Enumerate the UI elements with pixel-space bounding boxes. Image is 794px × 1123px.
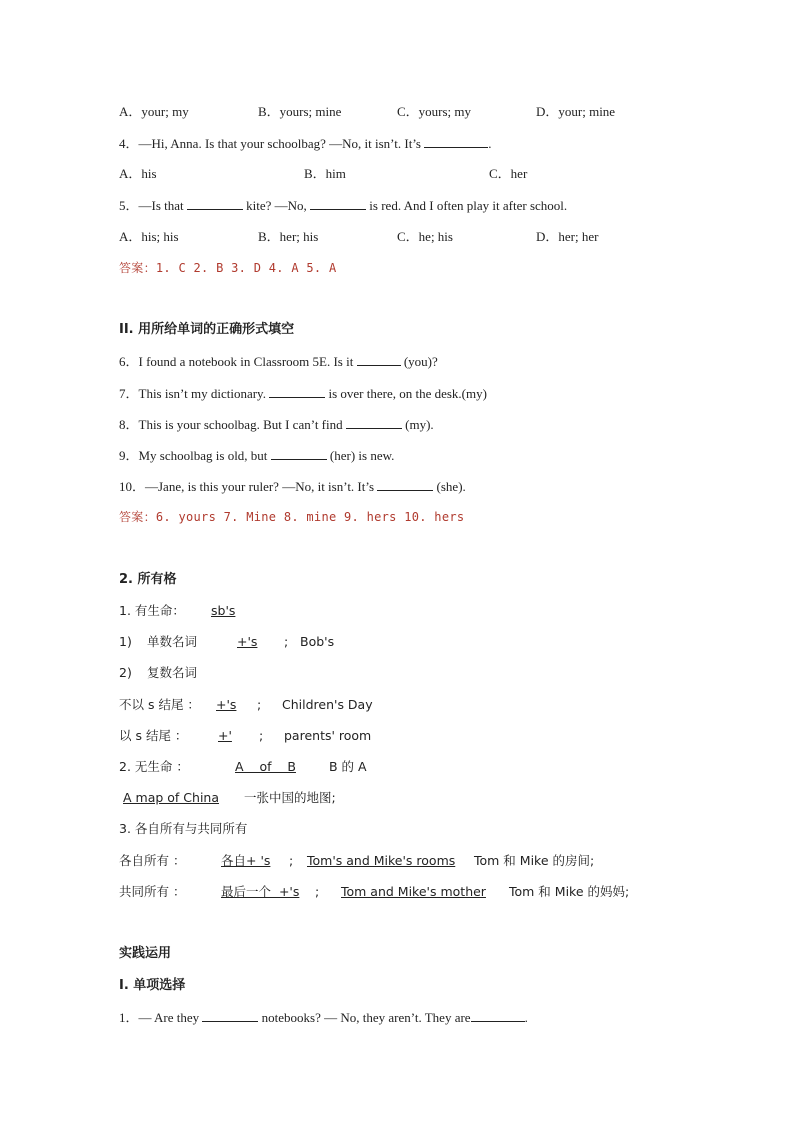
inanimate-example-value: A map of China xyxy=(123,790,219,805)
singular-value: +'s xyxy=(237,634,258,649)
q5-text-mid: kite? —No, xyxy=(242,198,311,213)
individual-label: 各自所有 ： xyxy=(119,853,186,868)
not-s-ending-rule xyxy=(119,697,373,713)
pq1-blank-1 xyxy=(202,1009,258,1022)
s-ending-value: +' xyxy=(218,728,232,743)
q7-text: 7．This isn’t my dictionary. xyxy=(119,386,270,401)
inanimate-value: A of B xyxy=(235,759,296,774)
q10-blank xyxy=(377,478,433,491)
question-8 xyxy=(119,416,434,433)
pq1-blank-2 xyxy=(471,1009,525,1022)
q6-end: (you)? xyxy=(400,354,438,369)
singular-num: 1) xyxy=(119,634,132,649)
individual-rule: 各自+ 's xyxy=(221,853,271,868)
q3-option-a: A．your; my xyxy=(119,104,189,119)
joint-meaning: Tom 和 Mike 的妈妈; xyxy=(509,884,630,899)
q4-option-c: C．her xyxy=(489,166,528,181)
q4-text: 4．—Hi, Anna. Is that your schoolbag? —No, it isn’t. It’s xyxy=(119,136,425,151)
q4-option-a: A．his xyxy=(119,166,157,181)
individual-possession-rule xyxy=(119,853,595,869)
joint-example: Tom and Mike's mother xyxy=(341,884,486,899)
not-s-ending-example: Children's Day xyxy=(282,697,373,712)
pq1-text-mid: notebooks? — No, they aren’t. They are xyxy=(258,1010,471,1025)
question-10 xyxy=(119,478,466,495)
q7-end: is over there, on the desk.(my) xyxy=(325,386,487,401)
question-9 xyxy=(119,447,394,464)
question-6 xyxy=(119,353,438,370)
inanimate-label: 2. 无生命 ： xyxy=(119,759,189,774)
q5-option-a: A．his; his xyxy=(119,229,179,244)
q5-blank-2 xyxy=(310,197,366,210)
pq1-end: . xyxy=(524,1010,528,1025)
plural-num: 2) xyxy=(119,665,132,680)
s-ending-rule xyxy=(119,728,372,744)
q4-option-b: B．him xyxy=(304,166,346,181)
answer-key-2: 答案：6. yours 7. Mine 8. mine 9. hers 10. hers xyxy=(119,510,465,524)
individual-joint-title: 3. 各自所有与共同所有 xyxy=(119,821,248,836)
s-ending-example: parents' room xyxy=(284,728,372,743)
q4-blank xyxy=(424,135,488,148)
plural-label: 复数名词 xyxy=(147,665,198,680)
separator: ; xyxy=(315,884,320,899)
q4-end: . xyxy=(488,136,492,151)
inanimate-meaning: B 的 A xyxy=(329,759,367,774)
separator: ; xyxy=(284,634,289,649)
q10-end: (she). xyxy=(433,479,466,494)
individual-example: Tom's and Mike's rooms xyxy=(307,853,456,868)
animate-rule xyxy=(119,603,236,619)
q9-blank xyxy=(271,447,327,460)
section-ii-title: II. 用所给单词的正确形式填空 xyxy=(119,322,295,337)
joint-label: 共同所有 ： xyxy=(119,884,186,899)
singular-example: Bob's xyxy=(300,634,335,649)
q9-end: (her) is new. xyxy=(326,448,395,463)
not-s-ending-label: 不以 s 结尾 ： xyxy=(119,697,200,712)
inanimate-example xyxy=(119,790,336,806)
joint-rule: 最后一个 +'s xyxy=(221,884,300,899)
q3-option-d: D．your; mine xyxy=(536,104,616,119)
q5-option-c: C．he; his xyxy=(397,229,453,244)
practice-question-1 xyxy=(119,1009,528,1026)
question-4 xyxy=(119,135,491,152)
q5-blank-1 xyxy=(187,197,243,210)
practice-title: 实践运用 xyxy=(119,946,172,961)
q6-text: 6．I found a notebook in Classroom 5E. Is it xyxy=(119,354,357,369)
answer-key-1: 答案：1. C 2. B 3. D 4. A 5. A xyxy=(119,261,337,275)
question-7 xyxy=(119,385,487,402)
singular-label: 单数名词 xyxy=(147,634,198,649)
joint-possession-rule xyxy=(119,884,630,900)
inanimate-example-meaning: 一张中国的地图; xyxy=(244,790,336,805)
pq1-text: 1．— Are they xyxy=(119,1010,203,1025)
s-ending-label: 以 s 结尾 ： xyxy=(119,728,188,743)
q5-text-end: is red. And I often play it after school. xyxy=(366,198,568,213)
q6-blank xyxy=(357,353,401,366)
separator: ; xyxy=(289,853,294,868)
q8-end: (my). xyxy=(401,417,434,432)
q9-text: 9．My schoolbag is old, but xyxy=(119,448,271,463)
q5-option-d: D．her; her xyxy=(536,229,599,244)
inanimate-rule xyxy=(119,759,367,775)
separator: ; xyxy=(257,697,262,712)
animate-value: sb's xyxy=(211,603,236,618)
individual-meaning: Tom 和 Mike 的房间; xyxy=(474,853,595,868)
animate-label: 1. 有生命： xyxy=(119,603,185,618)
q8-text: 8．This is your schoolbag. But I can’t find xyxy=(119,417,346,432)
practice-subtitle: I. 单项选择 xyxy=(119,978,186,993)
q3-option-b: B．yours; mine xyxy=(258,104,342,119)
q10-text: 10．—Jane, is this your ruler? —No, it isn’t. It’s xyxy=(119,479,378,494)
q3-option-c: C．yours; my xyxy=(397,104,472,119)
q5-text: 5．—Is that xyxy=(119,198,187,213)
not-s-ending-value: +'s xyxy=(216,697,237,712)
question-5 xyxy=(119,197,567,214)
separator: ; xyxy=(259,728,264,743)
q5-option-b: B．her; his xyxy=(258,229,319,244)
possessive-title: 2. 所有格 xyxy=(119,572,177,587)
q7-blank xyxy=(269,385,325,398)
q8-blank xyxy=(346,416,402,429)
